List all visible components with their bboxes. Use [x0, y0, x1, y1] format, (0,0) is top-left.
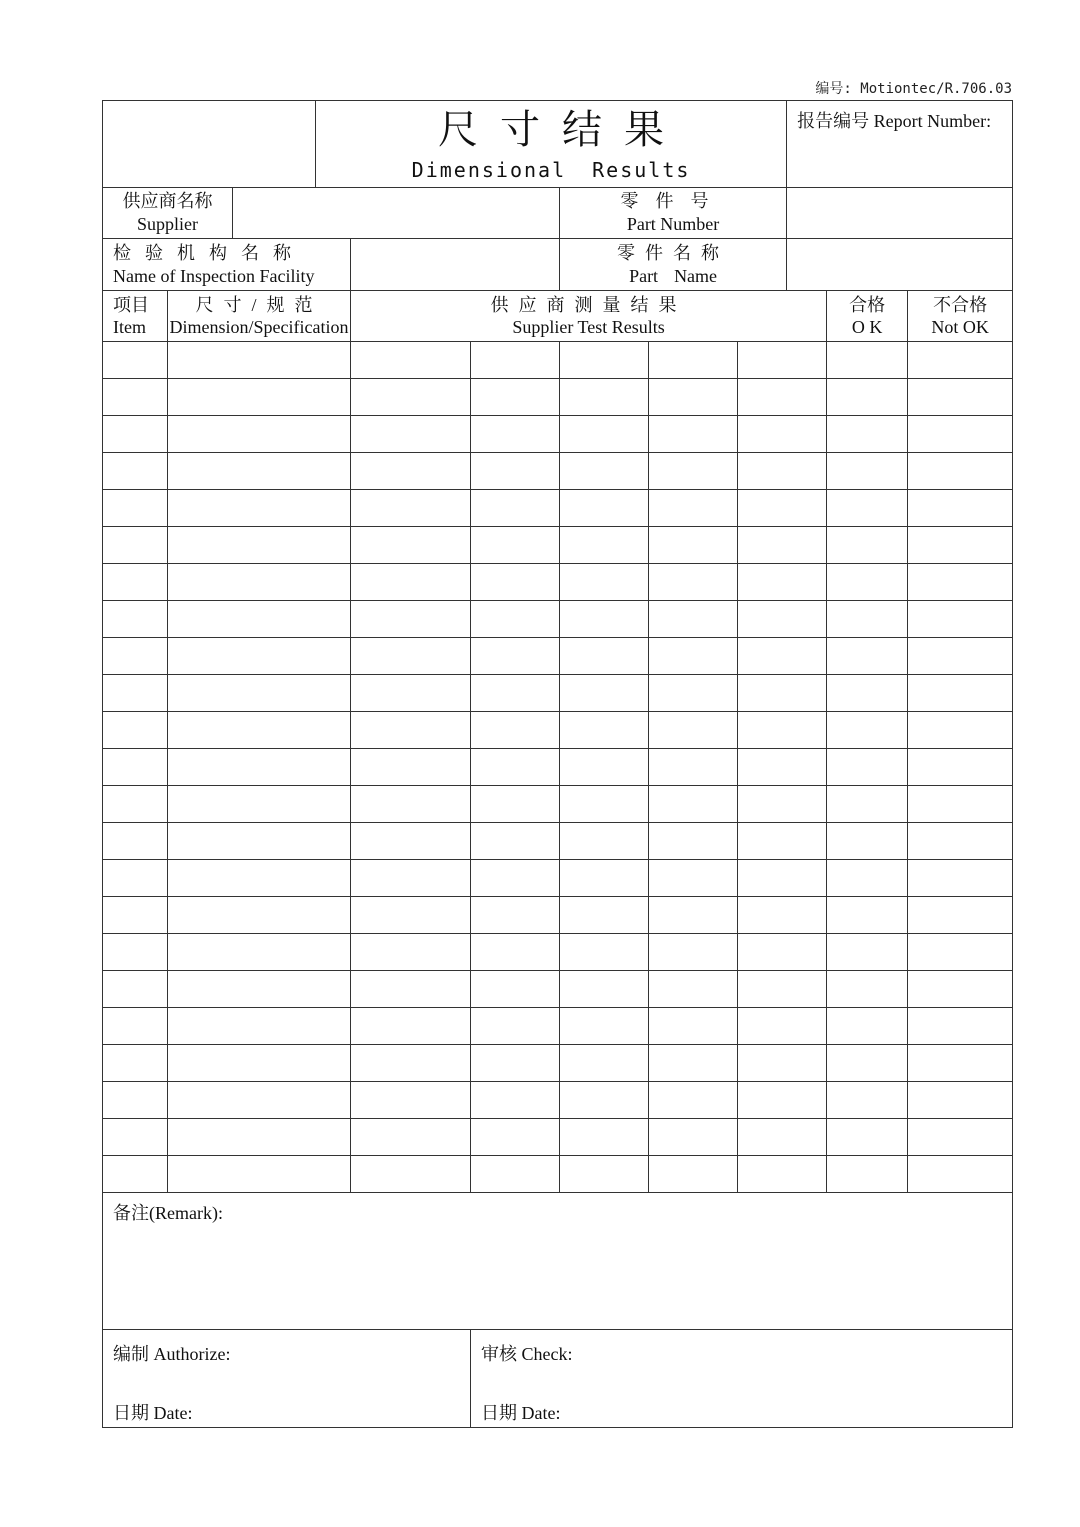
result-3-cell[interactable]	[560, 601, 649, 638]
result-4-cell[interactable]	[649, 712, 738, 749]
result-3-cell[interactable]	[560, 675, 649, 712]
ok-cell[interactable]	[827, 675, 908, 712]
table-row	[103, 675, 1013, 712]
result-4-cell[interactable]	[649, 1119, 738, 1156]
not-ok-cell[interactable]	[908, 749, 1013, 786]
result-5-cell[interactable]	[738, 823, 827, 860]
dimension-cell[interactable]	[168, 527, 351, 564]
result-1-cell[interactable]	[351, 1119, 471, 1156]
result-4-cell[interactable]	[649, 1082, 738, 1119]
part-name-label-cn: 零件名称	[617, 242, 730, 263]
result-4-cell[interactable]	[649, 342, 738, 379]
result-1-cell[interactable]	[351, 971, 471, 1008]
dimension-cell[interactable]	[168, 638, 351, 675]
not-ok-cell[interactable]	[908, 416, 1013, 453]
result-2-cell[interactable]	[471, 453, 560, 490]
result-3-cell[interactable]	[560, 379, 649, 416]
result-3-cell[interactable]	[560, 638, 649, 675]
result-1-cell[interactable]	[351, 934, 471, 971]
not-ok-cell[interactable]	[908, 971, 1013, 1008]
result-1-cell[interactable]	[351, 490, 471, 527]
result-1-cell[interactable]	[351, 749, 471, 786]
ok-cell[interactable]	[827, 712, 908, 749]
result-4-cell[interactable]	[649, 749, 738, 786]
result-2-cell[interactable]	[471, 1156, 560, 1193]
ok-cell[interactable]	[827, 638, 908, 675]
result-5-cell[interactable]	[738, 379, 827, 416]
dimension-cell[interactable]	[168, 342, 351, 379]
result-4-cell[interactable]	[649, 786, 738, 823]
result-1-cell[interactable]	[351, 379, 471, 416]
ok-cell[interactable]	[827, 490, 908, 527]
result-3-cell[interactable]	[560, 1045, 649, 1082]
result-1-cell[interactable]	[351, 786, 471, 823]
result-5-cell[interactable]	[738, 712, 827, 749]
result-3-cell[interactable]	[560, 342, 649, 379]
table-row	[103, 823, 1013, 860]
inspection-facility-label-cn: 检验机构名称	[113, 242, 305, 263]
table-row	[103, 971, 1013, 1008]
ok-cell[interactable]	[827, 897, 908, 934]
item-cell[interactable]	[103, 1008, 168, 1045]
dimension-cell[interactable]	[168, 1156, 351, 1193]
item-cell[interactable]	[103, 749, 168, 786]
table-row	[103, 564, 1013, 601]
dimensional-results-form	[102, 100, 1013, 1428]
result-2-cell[interactable]	[471, 564, 560, 601]
result-1-cell[interactable]	[351, 1045, 471, 1082]
result-4-cell[interactable]	[649, 453, 738, 490]
result-1-cell[interactable]	[351, 712, 471, 749]
part-number-value-field[interactable]	[787, 188, 1013, 239]
result-1-cell[interactable]	[351, 823, 471, 860]
not-ok-cell[interactable]	[908, 1082, 1013, 1119]
table-row	[103, 601, 1013, 638]
item-cell[interactable]	[103, 527, 168, 564]
date-label: 日期 Date:	[113, 1403, 193, 1423]
result-5-cell[interactable]	[738, 1156, 827, 1193]
item-cell[interactable]	[103, 564, 168, 601]
not-ok-cell[interactable]	[908, 675, 1013, 712]
remark-label: 备注(Remark):	[113, 1203, 223, 1223]
ok-cell[interactable]	[827, 342, 908, 379]
table-row	[103, 342, 1013, 379]
result-3-cell[interactable]	[560, 527, 649, 564]
authorize-sign-cell[interactable]	[103, 1330, 471, 1428]
result-5-cell[interactable]	[738, 453, 827, 490]
supplier-label-cn: 供应商名称	[122, 191, 213, 211]
dimension-cell[interactable]	[168, 897, 351, 934]
dimension-cell[interactable]	[168, 786, 351, 823]
result-1-cell[interactable]	[351, 416, 471, 453]
not-ok-cell[interactable]	[908, 786, 1013, 823]
result-3-cell[interactable]	[560, 823, 649, 860]
result-5-cell[interactable]	[738, 971, 827, 1008]
result-1-cell[interactable]	[351, 527, 471, 564]
result-2-cell[interactable]	[471, 416, 560, 453]
result-3-cell[interactable]	[560, 416, 649, 453]
table-row	[103, 897, 1013, 934]
result-3-cell[interactable]	[560, 1008, 649, 1045]
result-5-cell[interactable]	[738, 675, 827, 712]
result-1-cell[interactable]	[351, 1082, 471, 1119]
table-row	[103, 1008, 1013, 1045]
result-2-cell[interactable]	[471, 1119, 560, 1156]
result-2-cell[interactable]	[471, 712, 560, 749]
result-1-cell[interactable]	[351, 1008, 471, 1045]
item-cell[interactable]	[103, 379, 168, 416]
result-5-cell[interactable]	[738, 934, 827, 971]
item-cell[interactable]	[103, 1045, 168, 1082]
item-cell[interactable]	[103, 1156, 168, 1193]
part-number-label-en: Part Number	[626, 214, 720, 234]
table-row	[103, 712, 1013, 749]
result-2-cell[interactable]	[471, 379, 560, 416]
result-5-cell[interactable]	[738, 1008, 827, 1045]
result-2-cell[interactable]	[471, 342, 560, 379]
not-ok-cell[interactable]	[908, 1008, 1013, 1045]
item-cell[interactable]	[103, 453, 168, 490]
not-ok-cell[interactable]	[908, 564, 1013, 601]
dimension-cell[interactable]	[168, 823, 351, 860]
part-name-value-field[interactable]	[787, 239, 1013, 291]
dimension-cell[interactable]	[168, 490, 351, 527]
table-row	[103, 1156, 1013, 1193]
not-ok-cell[interactable]	[908, 638, 1013, 675]
item-cell[interactable]	[103, 934, 168, 971]
not-ok-cell[interactable]	[908, 1156, 1013, 1193]
result-1-cell[interactable]	[351, 1156, 471, 1193]
item-cell[interactable]	[103, 342, 168, 379]
ok-cell[interactable]	[827, 601, 908, 638]
table-row	[103, 416, 1013, 453]
result-4-cell[interactable]	[649, 1156, 738, 1193]
dimension-cell[interactable]	[168, 1008, 351, 1045]
result-3-cell[interactable]	[560, 712, 649, 749]
not-ok-cell[interactable]	[908, 379, 1013, 416]
ok-cell[interactable]	[827, 564, 908, 601]
result-3-cell[interactable]	[560, 897, 649, 934]
not-ok-cell[interactable]	[908, 490, 1013, 527]
supplier-label-cell	[103, 188, 233, 239]
ok-cell[interactable]	[827, 527, 908, 564]
not-ok-column-header: 不合格 Not OK	[908, 291, 1013, 342]
item-cell[interactable]	[103, 971, 168, 1008]
result-3-cell[interactable]	[560, 490, 649, 527]
table-row	[103, 1119, 1013, 1156]
result-4-cell[interactable]	[649, 416, 738, 453]
result-2-cell[interactable]	[471, 675, 560, 712]
dimension-cell[interactable]	[168, 860, 351, 897]
result-2-cell[interactable]	[471, 1045, 560, 1082]
part-number-label-cell	[560, 188, 787, 239]
result-2-cell[interactable]	[471, 638, 560, 675]
result-2-cell[interactable]	[471, 860, 560, 897]
ok-cell[interactable]	[827, 1156, 908, 1193]
title-cell	[316, 101, 787, 188]
item-cell[interactable]	[103, 490, 168, 527]
ok-cell[interactable]	[827, 1008, 908, 1045]
result-4-cell[interactable]	[649, 823, 738, 860]
result-1-cell[interactable]	[351, 675, 471, 712]
result-2-cell[interactable]	[471, 1082, 560, 1119]
ok-cell[interactable]	[827, 1119, 908, 1156]
result-5-cell[interactable]	[738, 527, 827, 564]
inspection-facility-label-cell	[103, 239, 351, 291]
result-4-cell[interactable]	[649, 1008, 738, 1045]
dimension-cell[interactable]	[168, 453, 351, 490]
table-row	[103, 1082, 1013, 1119]
table-row	[103, 934, 1013, 971]
result-2-cell[interactable]	[471, 897, 560, 934]
dimension-cell[interactable]	[168, 934, 351, 971]
item-cell[interactable]	[103, 1119, 168, 1156]
result-1-cell[interactable]	[351, 601, 471, 638]
report-number-label: 报告编号 Report Number:	[797, 111, 992, 131]
result-3-cell[interactable]	[560, 564, 649, 601]
result-3-cell[interactable]	[560, 971, 649, 1008]
inspection-facility-value-field[interactable]	[351, 239, 560, 291]
result-2-cell[interactable]	[471, 490, 560, 527]
not-ok-cell[interactable]	[908, 1045, 1013, 1082]
ok-cell[interactable]	[827, 416, 908, 453]
result-4-cell[interactable]	[649, 379, 738, 416]
result-4-cell[interactable]	[649, 1045, 738, 1082]
result-2-cell[interactable]	[471, 749, 560, 786]
supplier-label-en: Supplier	[137, 214, 198, 234]
result-5-cell[interactable]	[738, 1045, 827, 1082]
ok-cell[interactable]	[827, 860, 908, 897]
ok-cell[interactable]	[827, 786, 908, 823]
result-4-cell[interactable]	[649, 934, 738, 971]
result-1-cell[interactable]	[351, 342, 471, 379]
item-cell[interactable]	[103, 897, 168, 934]
item-cell[interactable]	[103, 823, 168, 860]
result-3-cell[interactable]	[560, 1082, 649, 1119]
not-ok-cell[interactable]	[908, 934, 1013, 971]
supplier-results-column-header: 供应商测量结果 Supplier Test Results	[351, 291, 827, 342]
part-name-label-cell	[560, 239, 787, 291]
not-ok-cell[interactable]	[908, 1119, 1013, 1156]
item-cell[interactable]	[103, 638, 168, 675]
dimension-cell[interactable]	[168, 1045, 351, 1082]
item-cell[interactable]	[103, 712, 168, 749]
table-row	[103, 860, 1013, 897]
result-4-cell[interactable]	[649, 527, 738, 564]
result-5-cell[interactable]	[738, 638, 827, 675]
table-row	[103, 527, 1013, 564]
not-ok-cell[interactable]	[908, 601, 1013, 638]
not-ok-cell[interactable]	[908, 527, 1013, 564]
result-3-cell[interactable]	[560, 1119, 649, 1156]
not-ok-cell[interactable]	[908, 342, 1013, 379]
title-english: Dimensional Results	[411, 158, 691, 182]
dimension-cell[interactable]	[168, 416, 351, 453]
ok-cell[interactable]	[827, 379, 908, 416]
table-row	[103, 786, 1013, 823]
dimension-cell[interactable]	[168, 675, 351, 712]
result-3-cell[interactable]	[560, 860, 649, 897]
part-number-label-cn: 零件号	[620, 191, 726, 211]
result-4-cell[interactable]	[649, 601, 738, 638]
not-ok-cell[interactable]	[908, 897, 1013, 934]
inspection-facility-label-en: Name of Inspection Facility	[113, 265, 315, 286]
result-3-cell[interactable]	[560, 934, 649, 971]
document-code: 编号: Motiontec/R.706.03	[815, 81, 1012, 97]
dimension-cell[interactable]	[168, 601, 351, 638]
result-2-cell[interactable]	[471, 971, 560, 1008]
result-3-cell[interactable]	[560, 749, 649, 786]
result-4-cell[interactable]	[649, 675, 738, 712]
part-name-label-en: Part Name	[629, 265, 718, 286]
dimension-cell[interactable]	[168, 712, 351, 749]
result-4-cell[interactable]	[649, 897, 738, 934]
result-4-cell[interactable]	[649, 638, 738, 675]
table-row	[103, 453, 1013, 490]
table-row	[103, 379, 1013, 416]
result-5-cell[interactable]	[738, 1119, 827, 1156]
ok-cell[interactable]	[827, 971, 908, 1008]
result-4-cell[interactable]	[649, 971, 738, 1008]
ok-cell[interactable]	[827, 1045, 908, 1082]
result-2-cell[interactable]	[471, 823, 560, 860]
title-chinese: 尺寸结果	[438, 107, 687, 153]
result-2-cell[interactable]	[471, 601, 560, 638]
result-2-cell[interactable]	[471, 934, 560, 971]
dimension-cell[interactable]	[168, 379, 351, 416]
result-4-cell[interactable]	[649, 564, 738, 601]
check-sign-cell[interactable]	[471, 1330, 1013, 1428]
not-ok-cell[interactable]	[908, 823, 1013, 860]
result-2-cell[interactable]	[471, 527, 560, 564]
item-cell[interactable]	[103, 601, 168, 638]
ok-cell[interactable]	[827, 453, 908, 490]
not-ok-cell[interactable]	[908, 453, 1013, 490]
item-cell[interactable]	[103, 416, 168, 453]
result-5-cell[interactable]	[738, 897, 827, 934]
check-label: 审核 Check:	[481, 1344, 573, 1364]
result-3-cell[interactable]	[560, 1156, 649, 1193]
result-1-cell[interactable]	[351, 897, 471, 934]
result-1-cell[interactable]	[351, 453, 471, 490]
ok-cell[interactable]	[827, 823, 908, 860]
result-1-cell[interactable]	[351, 564, 471, 601]
ok-cell[interactable]	[827, 749, 908, 786]
result-5-cell[interactable]	[738, 749, 827, 786]
date-label: 日期 Date:	[481, 1403, 561, 1423]
result-4-cell[interactable]	[649, 490, 738, 527]
item-cell[interactable]	[103, 1082, 168, 1119]
table-row	[103, 638, 1013, 675]
result-5-cell[interactable]	[738, 342, 827, 379]
item-cell[interactable]	[103, 860, 168, 897]
item-cell[interactable]	[103, 786, 168, 823]
result-5-cell[interactable]	[738, 490, 827, 527]
result-3-cell[interactable]	[560, 453, 649, 490]
result-4-cell[interactable]	[649, 860, 738, 897]
dimension-cell[interactable]	[168, 564, 351, 601]
item-column-header: 项目 Item	[103, 291, 168, 342]
result-2-cell[interactable]	[471, 786, 560, 823]
supplier-value-field[interactable]	[233, 188, 560, 239]
dimension-cell[interactable]	[168, 749, 351, 786]
logo-cell	[103, 101, 316, 188]
dimension-cell[interactable]	[168, 1119, 351, 1156]
result-5-cell[interactable]	[738, 1082, 827, 1119]
remark-field[interactable]	[103, 1193, 1013, 1330]
result-1-cell[interactable]	[351, 638, 471, 675]
result-5-cell[interactable]	[738, 786, 827, 823]
item-cell[interactable]	[103, 675, 168, 712]
dimension-cell[interactable]	[168, 1082, 351, 1119]
table-row	[103, 1045, 1013, 1082]
authorize-label: 编制 Authorize:	[113, 1344, 231, 1364]
result-5-cell[interactable]	[738, 860, 827, 897]
not-ok-cell[interactable]	[908, 712, 1013, 749]
dimension-cell[interactable]	[168, 971, 351, 1008]
table-row	[103, 490, 1013, 527]
result-5-cell[interactable]	[738, 601, 827, 638]
ok-cell[interactable]	[827, 1082, 908, 1119]
result-1-cell[interactable]	[351, 860, 471, 897]
ok-cell[interactable]	[827, 934, 908, 971]
table-row	[103, 749, 1013, 786]
result-5-cell[interactable]	[738, 416, 827, 453]
result-5-cell[interactable]	[738, 564, 827, 601]
report-number-cell	[787, 101, 1013, 188]
dimension-column-header: 尺寸/规范 Dimension/Specification	[168, 291, 351, 342]
ok-column-header: 合格 O K	[827, 291, 908, 342]
result-3-cell[interactable]	[560, 786, 649, 823]
result-2-cell[interactable]	[471, 1008, 560, 1045]
not-ok-cell[interactable]	[908, 860, 1013, 897]
